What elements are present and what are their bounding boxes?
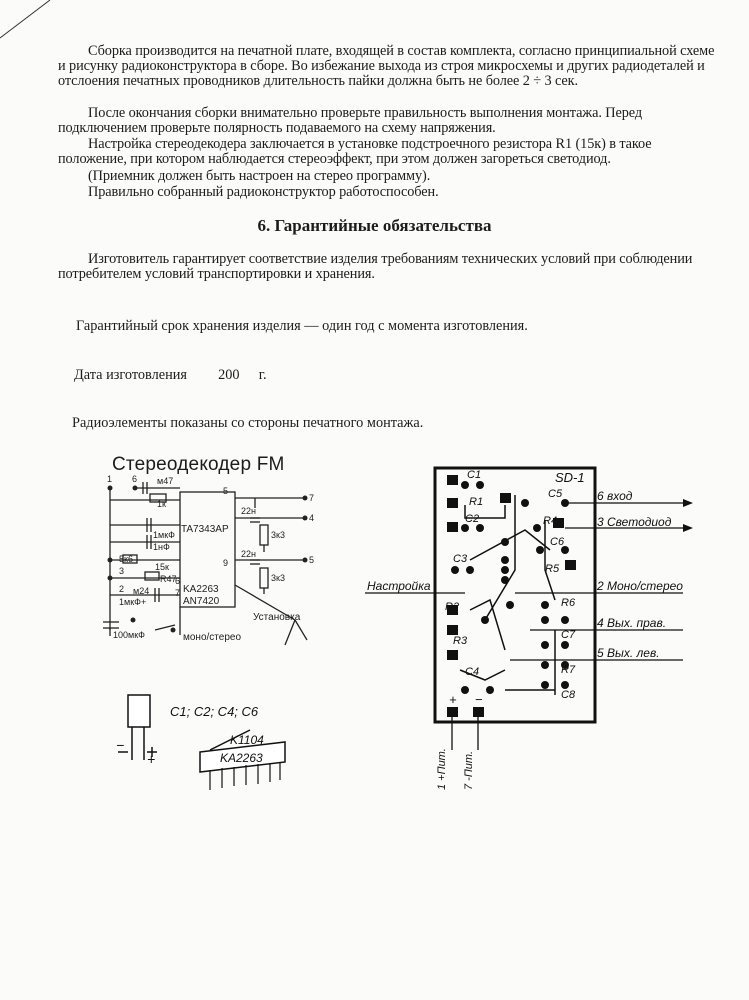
minus-sign: − [116,737,125,753]
chip-label-1: K1104 [230,733,264,747]
pcb-c7: C7 [561,629,576,641]
pcb-r6: R6 [561,597,576,609]
plus-sign: + [147,751,156,767]
components-note: Радиоэлементы показаны со стороны печатного монтажа. [72,415,424,431]
ic-pin-9: 9 [223,558,229,568]
part-1uf-plus: 1мкФ+ [119,597,147,607]
schematic-title: Стереодекодер FM [112,454,285,475]
pin-label-2: 2 [119,584,125,594]
part-15k: 15к [155,562,169,572]
part-100uf: 100мкФ [113,630,145,640]
pcb-layout [365,460,695,790]
part-1nf: 1нФ [153,542,170,552]
pin-label-7: 7 [309,493,315,503]
cap-label: C1; C2; C4; C6 [170,704,259,719]
output-left: 5 Вых. лев. [597,646,660,660]
pcb-c8: C8 [561,689,576,701]
pcb-c1: C1 [467,469,482,481]
install-label: Установка [253,612,301,623]
part-m47: м47 [157,476,174,486]
date-unit: г. [258,367,267,383]
part-m24: м24 [133,586,150,596]
circuit-schematic [95,470,325,650]
part-3k3-b: 3к3 [271,573,285,583]
part-22n-a: 22н [241,506,256,516]
power-minus-label: 7 -Пит. [463,750,475,790]
pcb-board-label: SD-1 [555,470,585,485]
pcb-c2: C2 [465,513,480,525]
pcb-c3: C3 [453,553,468,565]
scan-corner-mark [0,0,60,40]
ic-pin-5: 5 [223,486,229,496]
receiver-note: (Приемник должен быть настроен на стерео программу). [88,168,431,184]
warranty-heading: 6. Гарантийные обязательства [257,216,492,235]
pcb-r5: R5 [545,563,560,575]
output-mono-stereo: 2 Моно/стерео [597,579,683,593]
date-year: 200 [218,367,240,383]
part-1k: 1к [157,499,166,509]
pcb-r2: R2 [445,601,460,613]
pcb-r3: R3 [453,635,468,647]
mono-stereo-label: моно/стерео [183,632,242,643]
pcb-minus: − [475,692,483,707]
pcb-r7: R7 [561,664,576,676]
pcb-c5: C5 [548,488,563,500]
components-drawing [100,690,330,800]
pcb-c6: C6 [550,536,565,548]
date-label: Дата изготовления [74,367,187,383]
pcb-plus: + [449,692,457,707]
pin-label-1: 1 [107,474,113,484]
pcb-r1: R1 [469,496,484,508]
pin-label-3: 3 [119,566,125,576]
warranty-period: Гарантийный срок хранения изделия — один год с момента изготовления. [76,318,528,334]
chip-bottom-label-1: KA2263 [183,584,219,595]
warranty-paragraph: Изготовитель гарантирует соответствие изделия требованиям технических условий при соблюдении потребителем условий транспортировки и хранения. [58,251,693,283]
ic-pin-6: 6 [175,576,181,586]
output-input: 6 вход [597,489,633,503]
pin-label-4: 4 [309,513,315,523]
power-plus-label: 1 +Пит. [436,748,448,790]
working-note: Правильно собранный радиоконструктор работоспособен. [88,184,439,200]
pin-label-6: 6 [132,474,138,484]
part-22n-b: 22н [241,549,256,559]
output-led: 3 Светодиод [597,515,672,529]
part-3k3-a: 3к3 [271,530,285,540]
part-5k6: 5к6 [119,554,133,564]
tuning-paragraph: Настройка стереодекодера заключается в установке подстроечного резистора R1 (15к) в такое положение, при котором наблюдается стереоэффект, при этом должен загореться светодиод. [58,136,652,168]
output-right: 4 Вых. прав. [597,616,667,630]
pcb-r4: R4 [543,515,558,527]
chip-top-label: TA7343AP [181,524,229,535]
part-1uf: 1мкФ [153,530,175,540]
ic-pin-7: 7 [175,588,181,598]
assembly-paragraph: Сборка производится на печатной плате, входящей в состав комплекта, согласно принципиальной схеме и рисунку радиоконструктора в сборе. Во избежание выхода из строя микросхемы и других радиодеталей и отслоения печатных проводников длительность пайки должна быть не более 2 ÷ 3 сек. [58,43,715,90]
chip-label-2: KA2263 [220,751,263,765]
part-r47: R47 [160,574,177,584]
manufacture-date [74,367,267,384]
pin-label-5: 5 [309,555,315,565]
chip-bottom-label-2: AN7420 [183,596,220,607]
check-paragraph: После окончания сборки внимательно проверьте правильность выполнения монтажа. Перед подключением проверьте полярность подаваемого на схему напряжения. [58,105,643,137]
tune-label: Настройка [367,579,431,593]
pcb-c4: C4 [465,666,480,678]
